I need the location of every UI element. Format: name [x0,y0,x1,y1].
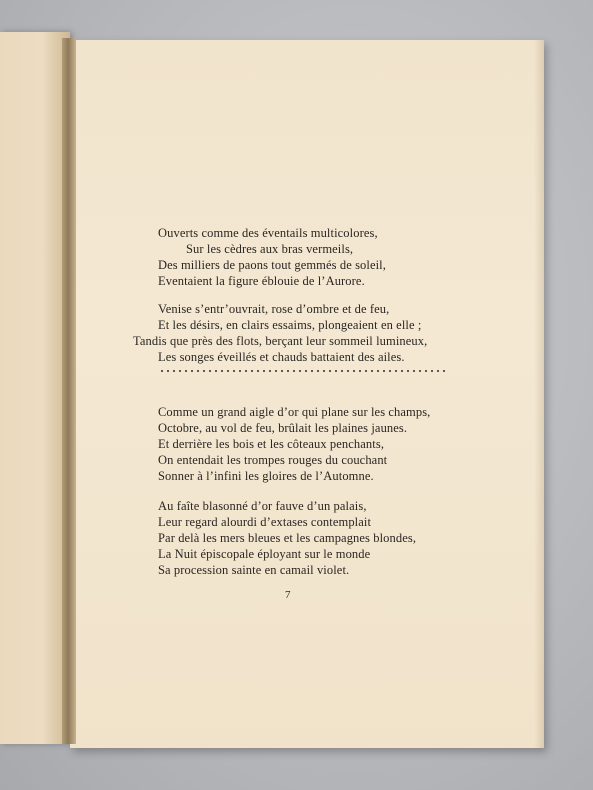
poem-line: Comme un grand aigle d’or qui plane sur les champs, [158,405,431,419]
poem-line: La Nuit épiscopale éployant sur le monde [158,547,371,561]
left-page [0,32,70,744]
poem-line: Par delà les mers bleues et les campagnes blondes, [158,531,417,545]
poem-line: Et derrière les bois et les côteaux penchants, [158,437,385,451]
poem-line: Sonner à l’infini les gloires de l’Automne. [158,469,374,483]
poem-line: Tandis que près des flots, berçant leur sommeil lumineux, [133,334,428,348]
poem-line: Au faîte blasonné d’or fauve d’un palais, [158,499,367,513]
poem-line: On entendait les trompes rouges du couchant [158,453,388,467]
poem-line: Des milliers de paons tout gemmés de soleil, [158,258,386,272]
poem-line: Ouverts comme des éventails multicolores, [158,226,378,240]
ellipsis-separator [159,370,449,372]
book-gutter [62,38,76,744]
poem-line: Octobre, au vol de feu, brûlait les plaines jaunes. [158,421,408,435]
poem-line: Et les désirs, en clairs essaims, plongeaient en elle ; [158,318,422,332]
poem-line: Sur les cèdres aux bras vermeils, [186,242,354,256]
poem-line: Les songes éveillés et chauds battaient des ailes. [158,350,405,364]
poem-line: Sa procession sainte en camail violet. [158,563,350,577]
poem-line: Eventaient la figure éblouie de l’Aurore. [158,274,365,288]
poem-line: Leur regard alourdi d’extases contemplait [158,515,372,529]
page-number: 7 [285,589,291,601]
right-page [70,40,544,748]
poem-line: Venise s’entr’ouvrait, rose d’ombre et de feu, [158,302,390,316]
